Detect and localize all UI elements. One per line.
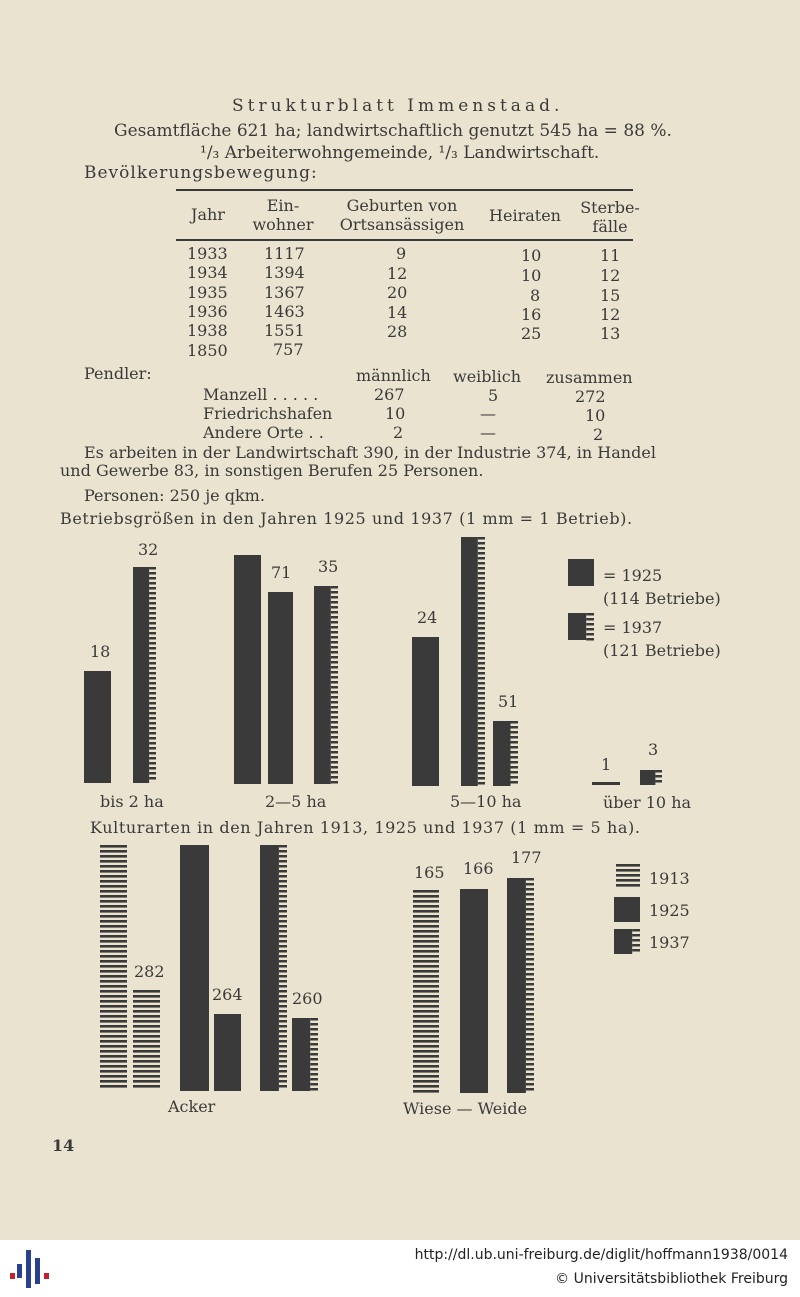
category-label: Acker xyxy=(168,1097,216,1116)
cell-heiraten: 10 xyxy=(521,266,542,285)
legend-swatch-1937 xyxy=(568,613,594,641)
employment-paragraph-line1: Es arbeiten in der Landwirtschaft 390, in der Industrie 374, in Handel xyxy=(84,443,656,462)
bar-1925-wiese xyxy=(460,889,488,1093)
bar-1937-ueber10 xyxy=(640,770,662,785)
pendler-place: Friedrichshafen xyxy=(203,404,333,423)
cell-einwohner: 1394 xyxy=(264,263,305,282)
bar-label-264: 264 xyxy=(212,985,243,1004)
pendler-w: — xyxy=(480,423,496,442)
cell-sterbefaelle: 11 xyxy=(600,246,621,265)
pendler-sum: 2 xyxy=(593,425,604,444)
pendler-m: 10 xyxy=(385,404,406,423)
employment-paragraph-line2: und Gewerbe 83, in sonstigen Berufen 25 Personen. xyxy=(60,461,484,480)
legend-swatch-1937b xyxy=(614,929,640,954)
bar-1913-wiese xyxy=(413,890,439,1093)
pendler-w: — xyxy=(480,404,496,423)
legend-1937-label: = 1937 xyxy=(603,618,663,637)
cell-sterbefaelle: 13 xyxy=(600,324,621,343)
category-label: 5—10 ha xyxy=(450,792,522,811)
cell-geburten: 14 xyxy=(387,303,408,322)
bar-label-1: 1 xyxy=(601,755,612,774)
bar-1937-acker-b xyxy=(292,1018,318,1091)
bar-1937-acker-a xyxy=(260,845,287,1091)
legend-swatch-1925b xyxy=(614,897,640,922)
population-heading: Bevölkerungsbewegung: xyxy=(84,163,318,183)
bar-label-3: 3 xyxy=(648,740,659,759)
bar-1937-5-10a xyxy=(461,537,485,786)
cell-heiraten: 25 xyxy=(521,324,542,343)
category-label: 2—5 ha xyxy=(265,792,327,811)
cell-geburten: 12 xyxy=(387,264,408,283)
bar-1913-acker-a xyxy=(100,845,127,1088)
bar-label-177: 177 xyxy=(511,848,542,867)
bar-1925-5-10 xyxy=(412,637,439,786)
bar-1925-ueber10 xyxy=(592,782,620,785)
bar-1925-acker-b xyxy=(214,1014,241,1091)
cell-einwohner: 1463 xyxy=(264,302,305,321)
area-line: Gesamtfläche 621 ha; landwirtschaftlich genutzt 545 ha = 88 %. xyxy=(114,121,672,141)
col-header-sterbe-2: fälle xyxy=(592,217,628,236)
cell-einwohner: 757 xyxy=(273,340,304,359)
pendler-header-maennlich: männlich xyxy=(356,366,431,385)
col-header-geburten-1: Geburten von xyxy=(346,196,458,215)
library-logo-icon xyxy=(8,1248,52,1290)
copyright-text: © Universitätsbibliothek Freiburg xyxy=(555,1271,788,1287)
bar-1925-2-5a xyxy=(234,555,261,784)
cell-jahr: 1850 xyxy=(187,341,228,360)
bar-1937-2-5 xyxy=(314,586,338,784)
pendler-m: 2 xyxy=(393,423,404,442)
pendler-w: 5 xyxy=(488,386,499,405)
cell-geburten: 9 xyxy=(396,244,407,263)
pendler-label: Pendler: xyxy=(84,364,152,383)
page-title: Strukturblatt Immenstaad. xyxy=(232,96,564,116)
page-number: 14 xyxy=(52,1136,75,1155)
pendler-sum: 10 xyxy=(585,406,606,425)
cell-sterbefaelle: 12 xyxy=(600,266,621,285)
col-header-geburten-2: Ortsansässigen xyxy=(339,215,465,234)
bar-label-166: 166 xyxy=(463,859,494,878)
cell-sterbefaelle: 12 xyxy=(600,305,621,324)
pendler-place: Andere Orte . . xyxy=(203,423,324,442)
bar-label-282: 282 xyxy=(134,962,165,981)
cell-heiraten: 10 xyxy=(521,246,542,265)
cell-einwohner: 1367 xyxy=(264,283,305,302)
legend-1937-label-2: 1937 xyxy=(649,933,690,952)
legend-1913-label: 1913 xyxy=(649,869,690,888)
bar-1925-2-5b xyxy=(268,592,293,784)
col-header-heiraten: Heiraten xyxy=(489,206,561,225)
community-type-line: ¹/₃ Arbeiterwohngemeinde, ¹/₃ Landwirtschaft. xyxy=(200,143,600,163)
bar-label-165: 165 xyxy=(414,863,445,882)
col-header-einwohner-1: Ein- xyxy=(266,196,300,215)
legend-swatch-1925 xyxy=(568,559,594,586)
cell-einwohner: 1117 xyxy=(264,244,305,263)
legend-1925-label: = 1925 xyxy=(603,566,663,585)
category-label: über 10 ha xyxy=(603,793,692,812)
col-header-jahr: Jahr xyxy=(191,205,225,224)
category-label: Wiese — Weide xyxy=(403,1099,528,1118)
pendler-sum: 272 xyxy=(575,387,606,406)
legend-1925-label-2: 1925 xyxy=(649,901,690,920)
cell-heiraten: 16 xyxy=(521,305,542,324)
cell-jahr: 1933 xyxy=(187,244,228,263)
col-header-sterbe-1: Sterbe- xyxy=(580,198,640,217)
bar-1937-wiese xyxy=(507,878,534,1093)
bar-label-24: 24 xyxy=(417,608,438,627)
col-header-einwohner-2: wohner xyxy=(252,215,314,234)
legend-1925-note: (114 Betriebe) xyxy=(603,589,721,608)
bar-1937-5-10b xyxy=(493,721,518,786)
pendler-place: Manzell . . . . . xyxy=(203,385,319,404)
footer-bar xyxy=(0,1240,800,1297)
cell-jahr: 1934 xyxy=(187,263,228,282)
legend-1937-note: (121 Betriebe) xyxy=(603,641,721,660)
cell-einwohner: 1551 xyxy=(264,321,305,340)
bar-label-51: 51 xyxy=(498,692,519,711)
cell-jahr: 1938 xyxy=(187,321,228,340)
bar-label-35: 35 xyxy=(318,557,339,576)
pendler-m: 267 xyxy=(374,385,405,404)
cell-sterbefaelle: 15 xyxy=(600,286,621,305)
bar-1913-acker-b xyxy=(133,990,160,1088)
cell-jahr: 1936 xyxy=(187,302,228,321)
legend-swatch-1913 xyxy=(616,864,640,887)
category-label: bis 2 ha xyxy=(100,792,164,811)
cell-geburten: 28 xyxy=(387,322,408,341)
bar-label-32: 32 xyxy=(138,540,159,559)
bar-label-260: 260 xyxy=(292,989,323,1008)
pendler-header-weiblich: weiblich xyxy=(453,367,522,386)
pendler-header-zusammen: zusammen xyxy=(546,368,633,387)
bar-1925-acker-a xyxy=(180,845,209,1091)
chart1-title: Betriebsgrößen in den Jahren 1925 und 1937 (1 mm = 1 Betrieb). xyxy=(60,509,633,528)
cell-heiraten: 8 xyxy=(530,286,541,305)
chart2-title: Kulturarten in den Jahren 1913, 1925 und 1937 (1 mm = 5 ha). xyxy=(90,818,641,837)
cell-geburten: 20 xyxy=(387,283,408,302)
bar-label-71: 71 xyxy=(271,563,292,582)
permalink-link[interactable]: http://dl.ub.uni-freiburg.de/diglit/hoffmann1938/0014 xyxy=(414,1247,788,1263)
density-line: Personen: 250 je qkm. xyxy=(84,486,265,505)
bar-1937-bis2 xyxy=(133,567,156,783)
bar-label-18: 18 xyxy=(90,642,111,661)
bar-1925-bis2 xyxy=(84,671,111,783)
cell-jahr: 1935 xyxy=(187,283,228,302)
